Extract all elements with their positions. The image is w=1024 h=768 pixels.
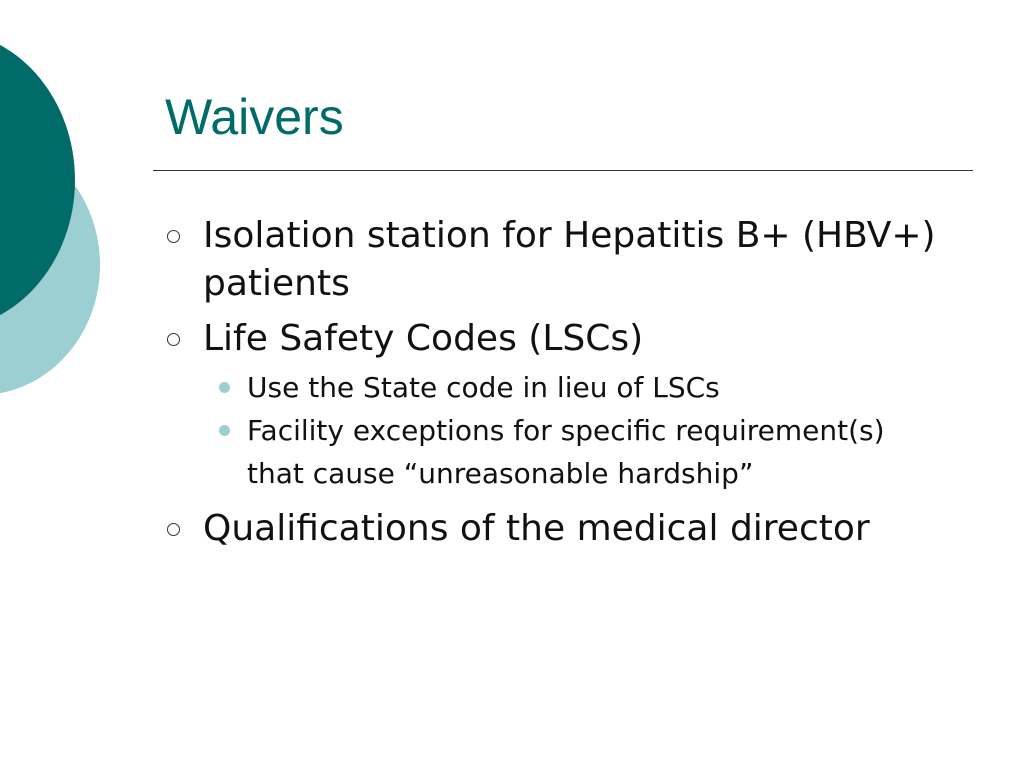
bullet-text: Isolation station for Hepatitis B+ (HBV+) patients (203, 215, 936, 304)
title-divider (153, 170, 973, 171)
bullet-item (165, 212, 945, 308)
sub-bullet-item (203, 366, 945, 409)
bullet-item (165, 315, 945, 495)
sub-bullet-list (203, 366, 945, 495)
bullet-text: Life Safety Codes (LSCs) (203, 318, 644, 359)
sub-bullet-text: Use the State code in lieu of LSCs (247, 371, 720, 404)
bullet-item (165, 505, 945, 553)
bullet-list (165, 212, 945, 560)
sub-bullet-item (203, 409, 945, 495)
slide-title: Waivers (165, 89, 344, 145)
filled-dot-bullet-icon (219, 425, 230, 436)
hollow-circle-bullet-icon (167, 333, 180, 346)
bullet-text: Qualifications of the medical director (203, 508, 870, 549)
filled-dot-bullet-icon (219, 382, 230, 393)
hollow-circle-bullet-icon (167, 230, 180, 243)
sub-bullet-text: Facility exceptions for specific requirement(s) that cause “unreasonable hardship” (247, 414, 885, 490)
hollow-circle-bullet-icon (167, 523, 180, 536)
